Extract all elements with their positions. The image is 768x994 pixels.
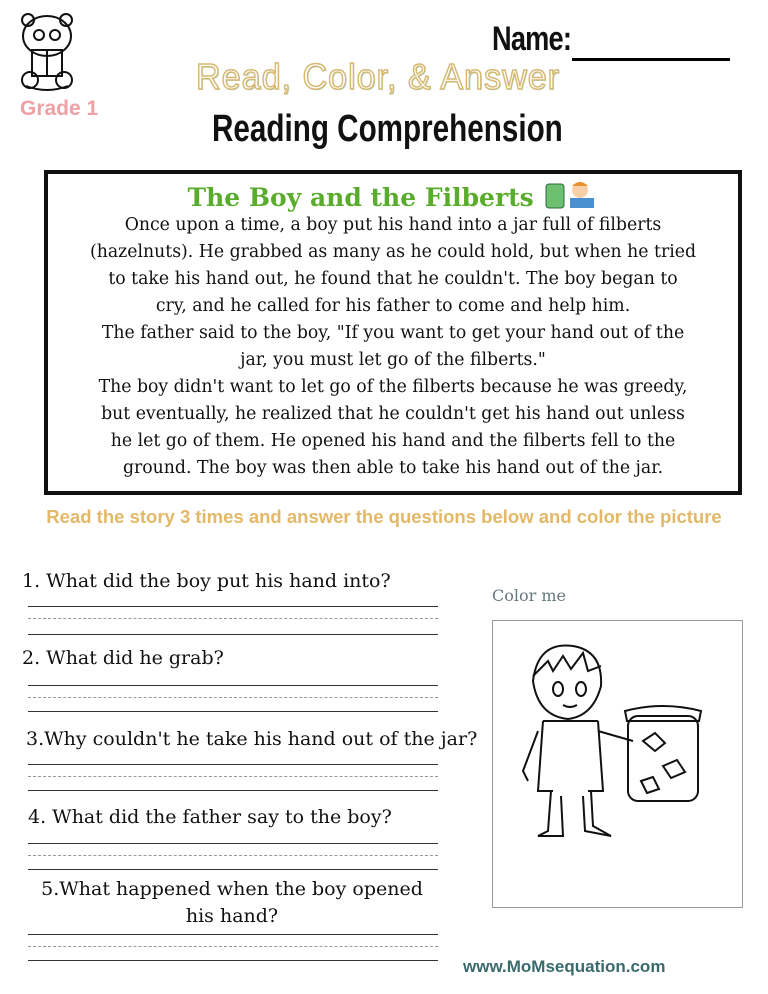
- answer-line[interactable]: [28, 634, 438, 635]
- boy-jar-icon: [542, 180, 598, 210]
- answer-line[interactable]: [28, 869, 438, 870]
- answer-line[interactable]: [28, 843, 438, 844]
- answer-line[interactable]: [28, 934, 438, 935]
- story-box: [44, 170, 742, 495]
- question-2: 2. What did he grab?: [22, 647, 224, 669]
- answer-guide-line: [28, 946, 438, 947]
- story-line: jar, you must let go of the filberts.": [240, 350, 546, 370]
- answer-guide-line: [28, 618, 438, 619]
- answer-line[interactable]: [28, 790, 438, 791]
- story-line: cry, and he called for his father to come and help him.: [155, 296, 631, 316]
- story-line: The boy didn't want to let go of the filberts because he was greedy,: [98, 377, 688, 397]
- story-line: The father said to the boy, "If you want to get your hand out of the: [101, 323, 685, 343]
- story-title: The Boy and the Filberts: [187, 183, 534, 212]
- story-line: to take his hand out, he found that he couldn't. The boy began to: [108, 269, 678, 289]
- answer-line[interactable]: [28, 685, 438, 686]
- story-line: but eventually, he realized that he couldn't get his hand out unless: [101, 404, 685, 424]
- question-5-line: 5.What happened when the boy opened: [41, 878, 423, 900]
- story-line: he let go of them. He opened his hand and the filberts fell to the: [110, 431, 676, 451]
- question-3: 3.Why couldn't he take his hand out of the jar?: [26, 728, 478, 750]
- answer-line[interactable]: [28, 960, 438, 961]
- story-line: ground. The boy was then able to take his hand out of the jar.: [122, 458, 664, 478]
- boy-with-jar-drawing: [493, 621, 742, 907]
- website-link[interactable]: www.MoMsequation.com: [463, 957, 666, 976]
- name-input-line[interactable]: [572, 58, 730, 61]
- question-4: 4. What did the father say to the boy?: [28, 806, 392, 828]
- question-5-line: his hand?: [185, 905, 279, 927]
- answer-guide-line: [28, 776, 438, 777]
- answer-guide-line: [28, 855, 438, 856]
- color-me-label: Color me: [492, 586, 566, 605]
- question-5: [22, 876, 442, 930]
- story-line: (hazelnuts). He grabbed as many as he could hold, but when he tried: [89, 242, 697, 262]
- story-line: Once upon a time, a boy put his hand into a jar full of filberts: [124, 215, 662, 235]
- answer-line[interactable]: [28, 764, 438, 765]
- name-label: Name:: [492, 20, 572, 58]
- answer-guide-line: [28, 697, 438, 698]
- answer-line[interactable]: [28, 606, 438, 607]
- question-1: 1. What did the boy put his hand into?: [22, 570, 391, 592]
- coloring-picture-frame[interactable]: [492, 620, 743, 908]
- banner-title: Read, Color, & Answer: [196, 56, 561, 97]
- instructions: Read the story 3 times and answer the questions below and color the picture: [46, 506, 722, 527]
- bear-reading-icon: [18, 10, 78, 92]
- answer-line[interactable]: [28, 711, 438, 712]
- page-subtitle: Reading Comprehension: [212, 108, 563, 150]
- grade-label: Grade 1: [20, 97, 99, 120]
